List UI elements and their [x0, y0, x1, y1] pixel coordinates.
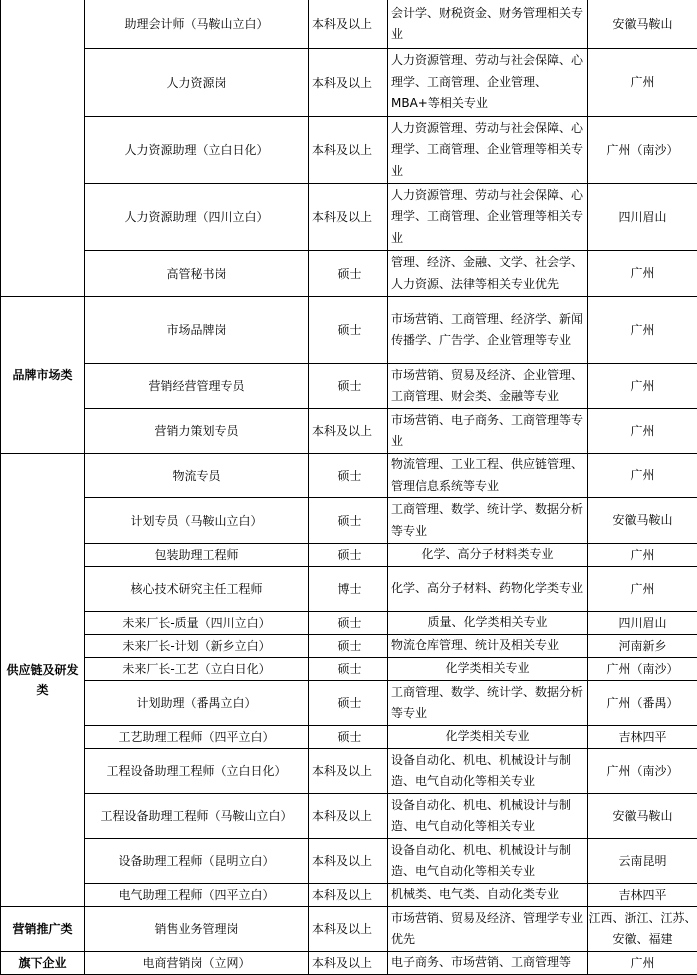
major-cell: 设备自动化、机电、机械设计与制造、电气自动化等相关专业 — [388, 749, 588, 794]
major-cell: 电子商务、市场营销、工商管理等 — [388, 952, 588, 975]
major-cell: 人力资源管理、劳动与社会保障、心理学、工商管理、企业管理、MBA+等相关专业 — [388, 49, 588, 117]
position-cell: 未来厂长-计划（新乡立白） — [85, 635, 309, 658]
degree-cell: 本科及以上 — [309, 117, 388, 184]
degree-cell: 硕士 — [309, 681, 388, 726]
category-cell: 旗下企业 — [1, 952, 85, 975]
location-cell: 安徽马鞍山 — [588, 794, 697, 839]
major-cell: 人力资源管理、劳动与社会保障、心理学、工商管理、企业管理等相关专业 — [388, 117, 588, 184]
position-cell: 人力资源助理（四川立白） — [85, 184, 309, 251]
position-cell: 销售业务管理岗 — [85, 907, 309, 952]
degree-cell: 硕士 — [309, 726, 388, 749]
position-cell: 计划助理（番禺立白） — [85, 681, 309, 726]
location-cell: 云南昆明 — [588, 839, 697, 884]
position-cell: 电商营销岗（立网） — [85, 952, 309, 975]
location-cell: 广州 — [588, 952, 697, 975]
location-cell: 广州（南沙） — [588, 117, 697, 184]
location-cell: 吉林四平 — [588, 726, 697, 749]
location-cell: 广州 — [588, 567, 697, 612]
location-cell: 广州（南沙） — [588, 749, 697, 794]
position-cell: 市场品牌岗 — [85, 297, 309, 364]
location-cell: 广州 — [588, 409, 697, 454]
location-cell: 广州 — [588, 251, 697, 297]
position-cell: 人力资源助理（立白日化） — [85, 117, 309, 184]
degree-cell: 硕士 — [309, 544, 388, 567]
degree-cell: 本科及以上 — [309, 794, 388, 839]
location-cell: 广州 — [588, 364, 697, 409]
major-cell: 设备自动化、机电、机械设计与制造、电气自动化等相关专业 — [388, 839, 588, 884]
major-cell: 管理、经济、金融、文学、社会学、人力资源、法律等相关专业优先 — [388, 251, 588, 297]
location-cell: 河南新乡 — [588, 635, 697, 658]
major-cell: 物流仓库管理、统计及相关专业 — [388, 635, 588, 658]
location-cell: 广州（南沙） — [588, 658, 697, 681]
degree-cell: 博士 — [309, 567, 388, 612]
location-cell: 广州 — [588, 544, 697, 567]
position-cell: 营销经营管理专员 — [85, 364, 309, 409]
major-cell: 化学、高分子材料类专业 — [388, 544, 588, 567]
degree-cell: 本科及以上 — [309, 184, 388, 251]
location-cell: 广州（番禺） — [588, 681, 697, 726]
major-cell: 化学、高分子材料、药物化学类专业 — [388, 567, 588, 612]
position-cell: 工程设备助理工程师（马鞍山立白） — [85, 794, 309, 839]
position-cell: 工艺助理工程师（四平立白） — [85, 726, 309, 749]
major-cell: 化学类相关专业 — [388, 726, 588, 749]
position-cell: 工程设备助理工程师（立白日化） — [85, 749, 309, 794]
degree-cell: 本科及以上 — [309, 49, 388, 117]
major-cell: 设备自动化、机电、机械设计与制造、电气自动化等相关专业 — [388, 794, 588, 839]
degree-cell: 硕士 — [309, 635, 388, 658]
location-cell: 安徽马鞍山 — [588, 498, 697, 544]
position-cell: 营销力策划专员 — [85, 409, 309, 454]
position-cell: 计划专员（马鞍山立白） — [85, 498, 309, 544]
major-cell: 市场营销、贸易及经济、管理学专业优先 — [388, 907, 588, 952]
degree-cell: 本科及以上 — [309, 0, 388, 49]
major-cell: 工商管理、数学、统计学、数据分析等专业 — [388, 681, 588, 726]
degree-cell: 本科及以上 — [309, 749, 388, 794]
position-cell: 人力资源岗 — [85, 49, 309, 117]
location-cell: 广州 — [588, 297, 697, 364]
position-cell: 未来厂长-质量（四川立白） — [85, 612, 309, 635]
location-cell: 广州 — [588, 49, 697, 117]
degree-cell: 硕士 — [309, 658, 388, 681]
location-cell: 广州 — [588, 454, 697, 498]
degree-cell: 本科及以上 — [309, 907, 388, 952]
position-cell: 电气助理工程师（四平立白） — [85, 884, 309, 907]
position-cell: 设备助理工程师（昆明立白） — [85, 839, 309, 884]
position-cell: 未来厂长-工艺（立白日化） — [85, 658, 309, 681]
location-cell: 安徽马鞍山 — [588, 0, 697, 49]
category-cell: 供应链及研发类 — [1, 454, 85, 907]
major-cell: 会计学、财税资金、财务管理相关专业 — [388, 0, 588, 49]
position-cell: 包装助理工程师 — [85, 544, 309, 567]
position-cell: 助理会计师（马鞍山立白） — [85, 0, 309, 49]
degree-cell: 硕士 — [309, 454, 388, 498]
category-cell: 品牌市场类 — [1, 297, 85, 454]
major-cell: 人力资源管理、劳动与社会保障、心理学、工商管理、企业管理等相关专业 — [388, 184, 588, 251]
major-cell: 市场营销、电子商务、工商管理等专业 — [388, 409, 588, 454]
major-cell: 工商管理、数学、统计学、数据分析等专业 — [388, 498, 588, 544]
degree-cell: 硕士 — [309, 364, 388, 409]
position-cell: 物流专员 — [85, 454, 309, 498]
degree-cell: 硕士 — [309, 612, 388, 635]
position-cell: 核心技术研究主任工程师 — [85, 567, 309, 612]
major-cell: 物流管理、工业工程、供应链管理、管理信息系统等专业 — [388, 454, 588, 498]
degree-cell: 本科及以上 — [309, 884, 388, 907]
category-cell: 营销推广类 — [1, 907, 85, 952]
major-cell: 化学类相关专业 — [388, 658, 588, 681]
degree-cell: 硕士 — [309, 251, 388, 297]
degree-cell: 硕士 — [309, 498, 388, 544]
degree-cell: 本科及以上 — [309, 952, 388, 975]
degree-cell: 硕士 — [309, 297, 388, 364]
major-cell: 机械类、电气类、自动化类专业 — [388, 884, 588, 907]
location-cell: 四川眉山 — [588, 612, 697, 635]
category-cell — [1, 0, 85, 297]
degree-cell: 本科及以上 — [309, 409, 388, 454]
position-cell: 高管秘书岗 — [85, 251, 309, 297]
major-cell: 市场营销、贸易及经济、企业管理、工商管理、财会类、金融等专业 — [388, 364, 588, 409]
major-cell: 市场营销、工商管理、经济学、新闻传播学、广告学、企业管理等专业 — [388, 297, 588, 364]
major-cell: 质量、化学类相关专业 — [388, 612, 588, 635]
location-cell: 四川眉山 — [588, 184, 697, 251]
location-cell: 江西、浙江、江苏、安徽、福建 — [588, 907, 697, 952]
degree-cell: 本科及以上 — [309, 839, 388, 884]
location-cell: 吉林四平 — [588, 884, 697, 907]
